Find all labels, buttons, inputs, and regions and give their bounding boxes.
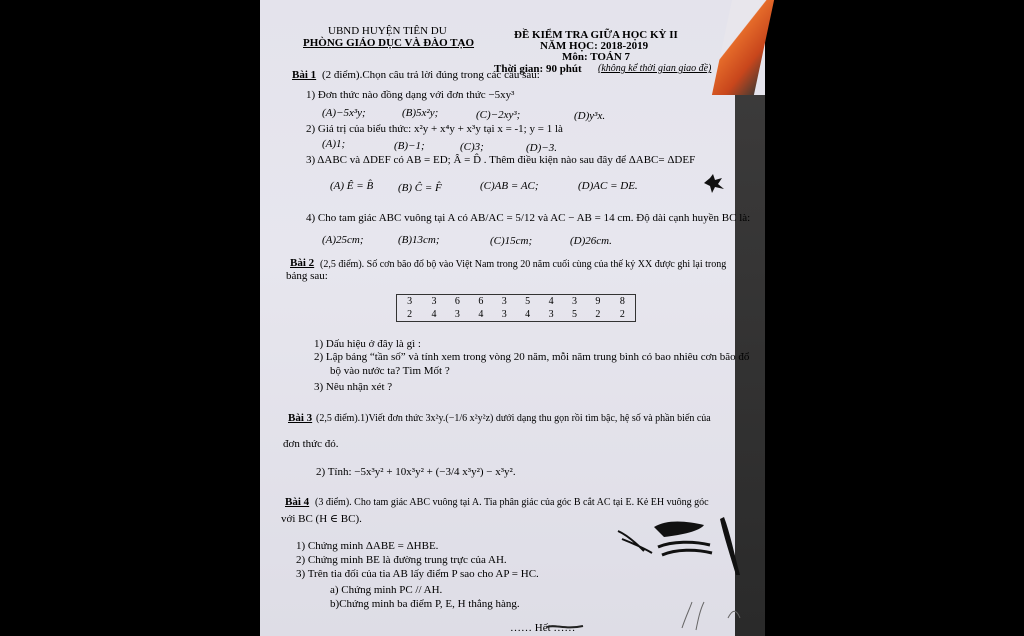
bai1-q1-opt-d: (D)y³x. bbox=[574, 110, 606, 122]
table-cell: 3 bbox=[548, 309, 554, 320]
bai1-q1-opt-b: (B)5x²y; bbox=[402, 107, 439, 119]
table-cell: 3 bbox=[572, 296, 577, 307]
table-cell: 2 bbox=[407, 309, 413, 320]
pencil-mark-icon bbox=[676, 598, 746, 634]
table-cell: 4 bbox=[548, 296, 554, 307]
bai3-q2: 2) Tính: −5x³y² + 10x³y² + (−3/4 x³y²) − x³y². bbox=[316, 466, 516, 478]
table-cell: 4 bbox=[478, 309, 484, 320]
bai4-q2: 2) Chứng minh BE là đường trung trực của AH. bbox=[296, 554, 507, 566]
bai2-title: Bài 2 bbox=[290, 257, 315, 269]
bai1-q1-opt-a: (A)−5x³y; bbox=[322, 107, 366, 119]
storm-data-table bbox=[396, 294, 636, 322]
table-cell: 6 bbox=[454, 296, 460, 307]
bai3-intro-cont: đơn thức đó. bbox=[283, 438, 339, 450]
header-school-year: NĂM HỌC: 2018-2019 bbox=[540, 40, 649, 52]
bai1-q2-opt-b: (B)−1; bbox=[394, 140, 425, 152]
header-time-note: (không kể thời gian giao đề) bbox=[598, 63, 712, 74]
table-cell: 3 bbox=[407, 296, 413, 307]
header-time: Thời gian: 90 phút bbox=[494, 63, 582, 75]
table-cell: 2 bbox=[595, 309, 601, 320]
bai2-q3: 3) Nêu nhận xét ? bbox=[314, 381, 393, 393]
bai1-q3-opt-a: (A) Ê = B̂ bbox=[330, 180, 374, 192]
bai1-q2-opt-d: (D)−3. bbox=[526, 142, 557, 154]
table-cell: 5 bbox=[525, 296, 531, 307]
table-cell: 2 bbox=[619, 309, 625, 320]
bai1-q3-opt-c: (C)AB = AC; bbox=[480, 180, 539, 192]
ink-blot-icon bbox=[700, 172, 726, 194]
bai4-q1: 1) Chứng minh ΔABE = ΔHBE. bbox=[296, 540, 439, 552]
bai1-q4: 4) Cho tam giác ABC vuông tại A có AB/AC = 5/12 và AC − AB = 14 cm. Độ dài cạnh huyền BC là: bbox=[306, 212, 751, 224]
bai1-q3: 3) ΔABC và ΔDEF có AB = ED; Â = D̂ . Thêm điều kiện nào sau đây để ΔABC= ΔDEF bbox=[306, 154, 696, 166]
header-org: UBND HUYỆN TIÊN DU bbox=[328, 25, 447, 37]
table-cell: 3 bbox=[454, 309, 460, 320]
bai2-q1: 1) Dấu hiệu ở đây là gì : bbox=[314, 338, 421, 350]
bai1-q4-opt-a: (A)25cm; bbox=[322, 234, 364, 246]
bai1-q2-opt-c: (C)3; bbox=[460, 141, 484, 153]
bai2-intro: (2,5 điểm). Số cơn bão đổ bộ vào Việt Nam trong 20 năm cuối cùng của thế kỷ XX được ghi lại trong bbox=[320, 259, 727, 270]
bai1-q2-opt-a: (A)1; bbox=[322, 138, 346, 150]
table-cell: 9 bbox=[595, 296, 601, 307]
bai1-q2: 2) Giá trị của biểu thức: x²y + x⁴y + x³y tại x = -1; y = 1 là bbox=[306, 123, 563, 135]
bai4-q3: 3) Trên tia đối của tia AB lấy điểm P sao cho AP = HC. bbox=[296, 568, 539, 580]
bai3-title: Bài 3 bbox=[288, 412, 313, 424]
table-cell: 4 bbox=[431, 309, 437, 320]
bai3-intro: (2,5 điểm).1)Viết đơn thức 3x²y.(−1/6 x²y²z) dưới dạng thu gọn rồi tìm bậc, hệ số và phần biến của bbox=[316, 413, 711, 424]
bai4-title: Bài 4 bbox=[285, 496, 310, 508]
bai2-q2: 2) Lập bảng “tần số” và tính xem trong vòng 20 năm, mỗi năm trung bình có bao nhiêu cơn bão đổ bbox=[314, 351, 750, 363]
table-cell: 8 bbox=[619, 296, 625, 307]
header-dept: PHÒNG GIÁO DỤC VÀ ĐÀO TẠO bbox=[303, 37, 475, 49]
bai1-title: Bài 1 bbox=[292, 69, 317, 81]
bai4-q3b: b)Chứng minh ba điểm P, E, H thẳng hàng. bbox=[330, 598, 520, 610]
bai2-q2-cont: bộ vào nước ta? Tìm Mốt ? bbox=[330, 365, 450, 377]
header-exam-title: ĐỀ KIỂM TRA GIỮA HỌC KỲ II bbox=[514, 29, 678, 41]
handwritten-scribble-icon bbox=[612, 515, 752, 585]
bai1-q3-opt-d: (D)AC = DE. bbox=[578, 180, 638, 192]
bai1-q4-opt-c: (C)15cm; bbox=[490, 235, 533, 247]
table-cell: 4 bbox=[525, 309, 531, 320]
bai1-q1: 1) Đơn thức nào đồng dạng với đơn thức −5xy³ bbox=[306, 89, 515, 101]
bai1-q4-opt-b: (B)13cm; bbox=[398, 234, 440, 246]
table-cell: 3 bbox=[431, 296, 437, 307]
end-marker: …… Hết …… bbox=[510, 622, 576, 634]
table-row bbox=[397, 295, 636, 309]
bai1-intro: (2 điểm).Chọn câu trả lời đúng trong các câu sau: bbox=[322, 69, 540, 81]
bai4-intro-cont: với BC (H ∈ BC). bbox=[281, 513, 362, 525]
table-cell: 3 bbox=[501, 296, 507, 307]
bai1-q4-opt-d: (D)26cm. bbox=[570, 235, 612, 247]
table-cell: 5 bbox=[572, 309, 577, 320]
pen-underline-icon bbox=[545, 622, 585, 632]
header-subject: Môn: TOÁN 7 bbox=[562, 51, 631, 63]
bai4-q3a: a) Chứng minh PC // AH. bbox=[330, 584, 443, 596]
bai1-q3-opt-b: (B) Ĉ = F̂ bbox=[398, 182, 442, 194]
table-cell: 3 bbox=[501, 309, 507, 320]
bai1-q1-opt-c: (C)−2xy³; bbox=[476, 109, 521, 121]
bai4-intro: (3 điểm). Cho tam giác ABC vuông tại A. Tia phân giác của góc B cắt AC tại E. Kẻ EH vuông góc bbox=[315, 497, 709, 508]
bai2-intro-cont: bảng sau: bbox=[286, 270, 328, 282]
table-cell: 6 bbox=[478, 296, 484, 307]
table-row bbox=[397, 308, 636, 322]
